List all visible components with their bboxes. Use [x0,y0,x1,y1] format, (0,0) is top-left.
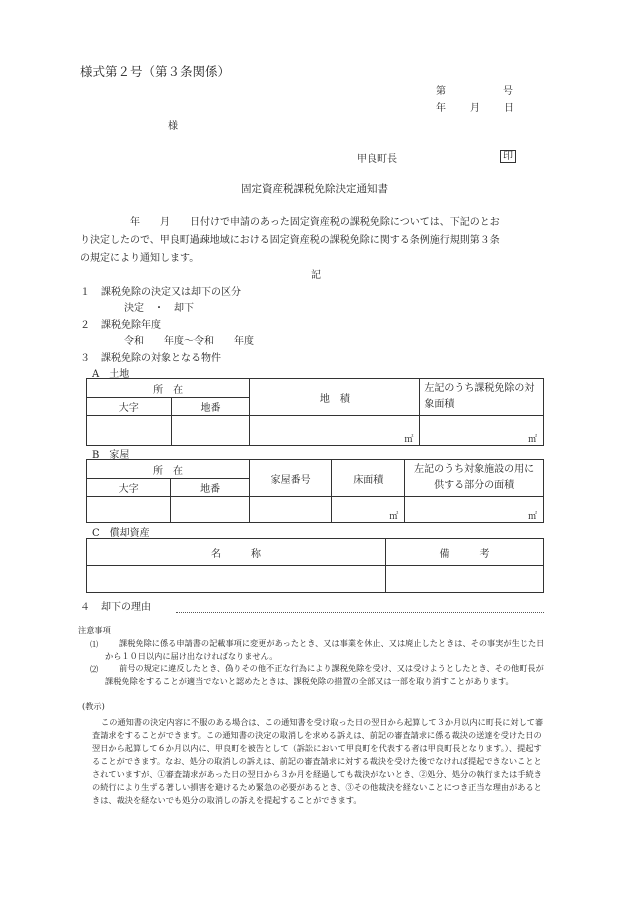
section-3-number: ３ [80,353,90,364]
house-number-cell[interactable] [249,497,331,523]
floor-area-unit: ㎡ [389,512,399,522]
date-year-label: 年 [436,103,446,114]
seal-box: 印 [500,150,516,163]
body-line-3: の規定により通知します。 [80,253,200,264]
section-4-number: ４ [80,602,90,613]
land-location-header: 所 在 [87,379,250,398]
issuer-name: 甲良町長 [357,154,397,165]
section-1-options: 決定 ・ 却下 [124,303,194,314]
body-line-2: り決定したので、甲良町過疎地域における固定資産税の課税免除に関する条例施行規則第３条 [80,235,500,246]
table-b-caption: B 家屋 [92,450,130,461]
land-table [86,378,544,446]
table-a-caption: A 土地 [92,369,130,380]
land-chiban-header: 地番 [171,398,250,416]
asset-remarks-header: 備 考 [385,539,543,566]
house-oaza-cell[interactable] [87,497,171,523]
floor-area-header: 床面積 [332,460,405,497]
asset-remarks-cell[interactable] [385,566,543,593]
ki-marker: 記 [311,270,321,281]
table-c-caption: C 償却資産 [92,528,150,539]
house-target-area-header: 左記のうち対象施設の用に供する部分の面積 [405,460,544,497]
notes-heading: 注意事項 [78,625,111,635]
house-table [86,459,544,523]
house-oaza-header: 大字 [87,479,171,497]
reason-input-line[interactable] [176,612,544,613]
floor-area-cell[interactable] [332,497,405,523]
section-3-label: 課税免除の対象となる物件 [101,353,221,364]
land-area-header: 地 積 [250,379,420,416]
house-number-header: 家屋番号 [249,460,331,497]
section-4-label: 却下の理由 [101,602,151,613]
house-chiban-header: 地番 [171,479,250,497]
section-2-label: 課税免除年度 [101,320,161,331]
land-target-area-header: 左記のうち課税免除の対象面積 [420,379,544,416]
land-target-area-cell[interactable] [420,416,544,446]
addressee-suffix: 様 [168,121,178,132]
seal-mark [500,147,516,162]
asset-name-header: 名 称 [87,539,386,566]
house-chiban-cell[interactable] [171,497,250,523]
note-2-mark: ⑵ [90,664,99,674]
asset-name-cell[interactable] [87,566,386,593]
note-1-text: 課税免除に係る申請書の記載事項に変更があったとき、又は事業を休止、又は廃止したときは、その事実が生じた日から１０日以内に届け出なければなりません。 [105,638,545,661]
section-1-label: 課税免除の決定又は却下の区分 [101,287,241,298]
form-number: 様式第２号（第３条関係） [80,64,231,79]
teaching-heading: (教示) [82,701,105,711]
land-target-unit: ㎡ [527,435,537,445]
body-line-1: 年 月 日付けで申請のあった固定資産税の課税免除については、下記のとお [130,217,500,228]
date-day-label: 日 [504,103,514,114]
section-2-number: ２ [80,320,90,331]
section-2-years: 令和 年度～令和 年度 [124,336,254,347]
teaching-text: この通知書の決定内容に不服のある場合は、この通知書を受け取った日の翌日から起算して３か月以内に町長に対して審査請求をすることができます。この通知書の決定の取消しを求める訴えは、前記の審査請求に係る裁決の送達を受けた日の翌日から起算して６か月以内に、甲良町を被告として（訴訟において甲良町を代表する者は甲良町長となります。）、提起することができます。なお、処分の取消しの訴えは、前記の審査請求に対する裁決を受けた後でなければ提起できないこととされていますが、①審査請求があった日の翌日から３か月を経過しても裁決がないとき、②処分、処分の執行または手続きの続行により生ずる著しい損害を避けるため緊急の必要があるとき、③その他裁決を経ないことにつき正当な理由があるときは、裁決を経ないでも処分の取消しの訴えを提起することができます。 [92,717,544,805]
land-area-unit: ㎡ [404,435,414,445]
land-area-cell[interactable] [250,416,420,446]
depreciable-assets-table [86,538,544,593]
number-label-go: 号 [503,86,513,97]
document-title: 固定資産税課税免除決定通知書 [241,183,388,195]
house-target-unit: ㎡ [527,512,537,522]
number-label-dai: 第 [436,86,446,97]
house-target-area-cell[interactable] [405,497,544,523]
note-2-text: 前号の規定に違反したとき、偽りその他不正な行為により課税免除を受け、又は受けようとしたとき、その他町長が課税免除をすることが適当でないと認めたときは、課税免除の措置の全部又は一部を取り消すことがあります。 [105,663,544,686]
house-location-header: 所 在 [87,460,250,479]
date-month-label: 月 [470,103,480,114]
section-1-number: １ [80,287,90,298]
land-oaza-header: 大字 [87,398,172,416]
land-chiban-cell[interactable] [171,416,250,446]
note-1-mark: ⑴ [90,639,99,649]
land-oaza-cell[interactable] [87,416,172,446]
